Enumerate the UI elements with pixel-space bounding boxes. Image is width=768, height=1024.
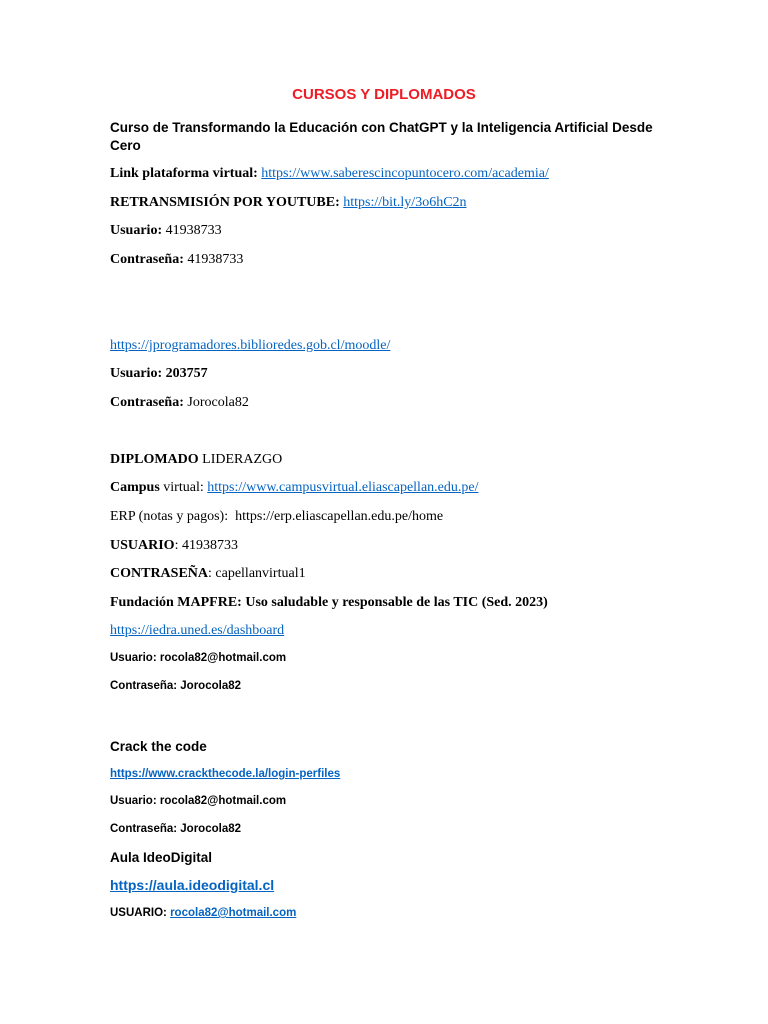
moodle-user-row (110, 366, 208, 382)
mapfre-user: Usuario: rocola82@hotmail.com (110, 652, 287, 664)
youtube-label: RETRANSMISIÓN POR YOUTUBE: (110, 195, 340, 210)
moodle-password-row (110, 395, 249, 411)
diplomado-password-value: : capellanvirtual1 (208, 566, 306, 581)
course-user-value: 41938733 (165, 223, 222, 238)
platform-link[interactable]: https://www.saberescincopuntocero.com/academia/ (261, 166, 549, 181)
mapfre-heading-text: Fundación MAPFRE: Uso saludable y responsable de las TIC (Sed. 2023) (110, 595, 548, 610)
mapfre-heading (110, 595, 548, 611)
ideodigital-user-email[interactable]: rocola82@hotmail.com (170, 907, 297, 919)
ideodigital-user-label: USUARIO: (110, 907, 167, 919)
diplomado-label: DIPLOMADO (110, 452, 199, 467)
course-heading-line2: Cero (110, 138, 141, 153)
platform-link-label: Link plataforma virtual: (110, 166, 258, 181)
campus-link[interactable]: https://www.campusvirtual.eliascapellan.edu.pe/ (207, 480, 479, 495)
diplomado-password-row (110, 566, 306, 582)
course-password-label: Contraseña: (110, 252, 184, 267)
mapfre-link[interactable]: https://iedra.uned.es/dashboard (110, 623, 285, 638)
mapfre-link-row (110, 623, 284, 639)
course-user-row (110, 223, 222, 239)
ideodigital-link-row (110, 877, 274, 893)
diplomado-password-label: CONTRASEÑA (110, 566, 209, 581)
crackthecode-link-row (110, 768, 340, 780)
moodle-link[interactable]: https://jprogramadores.biblioredes.gob.cl/moodle/ (110, 338, 391, 353)
campus-label: Campus (110, 480, 160, 495)
platform-link-row (110, 166, 549, 182)
campus-label-rest: virtual: (163, 480, 204, 495)
diplomado-row (110, 452, 282, 468)
page-title: CURSOS Y DIPLOMADOS (292, 86, 476, 103)
course-password-value: 41938733 (187, 252, 244, 267)
course-user-label: Usuario: (110, 223, 163, 238)
diplomado-user-row (110, 538, 238, 554)
mapfre-password: Contraseña: Jorocola82 (110, 680, 242, 692)
moodle-row (110, 338, 390, 354)
crackthecode-password: Contraseña: Jorocola82 (110, 823, 242, 835)
youtube-link[interactable]: https://bit.ly/3o6hC2n (343, 195, 467, 210)
campus-row (110, 480, 478, 496)
course-heading-line1: Curso de Transformando la Educación con ChatGPT y la Inteligencia Artificial Desde (110, 120, 653, 135)
moodle-password-value: Jorocola82 (187, 395, 249, 410)
crackthecode-user: Usuario: rocola82@hotmail.com (110, 795, 287, 807)
diplomado-name: LIDERAZGO (202, 452, 283, 467)
diplomado-user-value: : 41938733 (174, 538, 238, 553)
youtube-row (110, 195, 467, 211)
moodle-user: Usuario: 203757 (110, 366, 208, 381)
moodle-password-label: Contraseña: (110, 395, 184, 410)
diplomado-user-label: USUARIO (110, 538, 175, 553)
ideodigital-link[interactable]: https://aula.ideodigital.cl (110, 877, 275, 893)
crackthecode-heading: Crack the code (110, 739, 207, 754)
erp-url[interactable]: https://erp.eliascapellan.edu.pe/home (235, 509, 444, 524)
crackthecode-link[interactable]: https://www.crackthecode.la/login-perfiles (110, 768, 341, 780)
erp-row (110, 509, 443, 525)
erp-label: ERP (notas y pagos): (110, 509, 229, 524)
ideodigital-user-row (110, 907, 296, 919)
ideodigital-heading: Aula IdeoDigital (110, 850, 213, 865)
course-password-row (110, 252, 243, 268)
